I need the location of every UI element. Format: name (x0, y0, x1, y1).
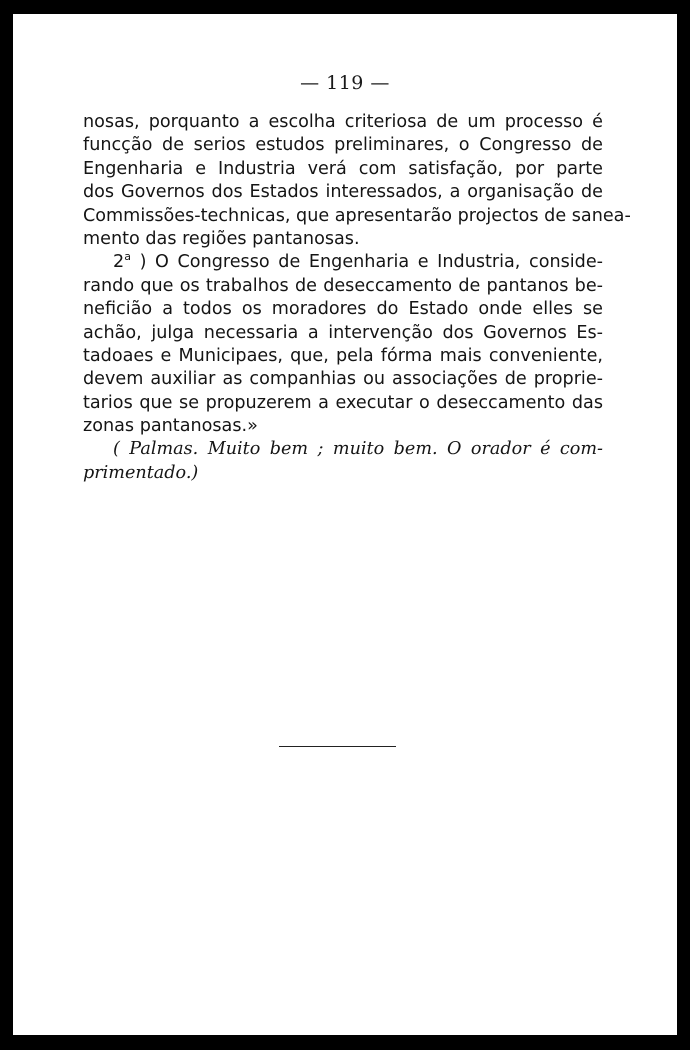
text-line: tarios que se propuzerem a executar o deseccamento das (83, 392, 603, 413)
ordinal-number: 2 (113, 252, 125, 273)
text-line: rando que os trabalhos de deseccamento de pantanos be- (83, 275, 603, 296)
text-line: devem auxiliar as companhias ou associações de proprie- (83, 369, 603, 390)
applause-note-line: ( Palmas. Muito bem ; muito bem. O orador é com- (113, 439, 603, 460)
text-line: neficião a todos os moradores do Estado onde elles se (83, 299, 603, 320)
page-number: — 119 — (300, 72, 390, 94)
text-line: tadoaes e Municipaes, que, pela fórma mais conveniente, (83, 345, 603, 366)
ordinal-suffix: a (124, 250, 131, 264)
text-line: mento das regiões pantanosas. (83, 228, 360, 249)
text-line: zonas pantanosas.» (83, 416, 258, 437)
text-line: Commissões-technicas, que apresentarão projectos de sanea- (83, 205, 631, 226)
book-page (13, 14, 677, 1035)
text-line: dos Governos dos Estados interessados, a organisação de (83, 182, 603, 203)
first-line-text: ) O Congresso de Engenharia e Industria, conside- (139, 252, 603, 273)
text-line: funcção de serios estudos preliminares, o Congresso de (83, 135, 603, 156)
text-line: nosas, porquanto a escolha criteriosa de um processo é (83, 112, 603, 132)
applause-note-line: primentado.) (83, 462, 199, 483)
paragraph-2-first-line (83, 251, 603, 274)
text-line: Engenharia e Industria verá com satisfação, por parte (83, 158, 603, 179)
text-line: achão, julga necessaria a intervenção dos Governos Es- (83, 322, 603, 343)
section-divider (279, 746, 396, 747)
body-text (83, 111, 631, 485)
